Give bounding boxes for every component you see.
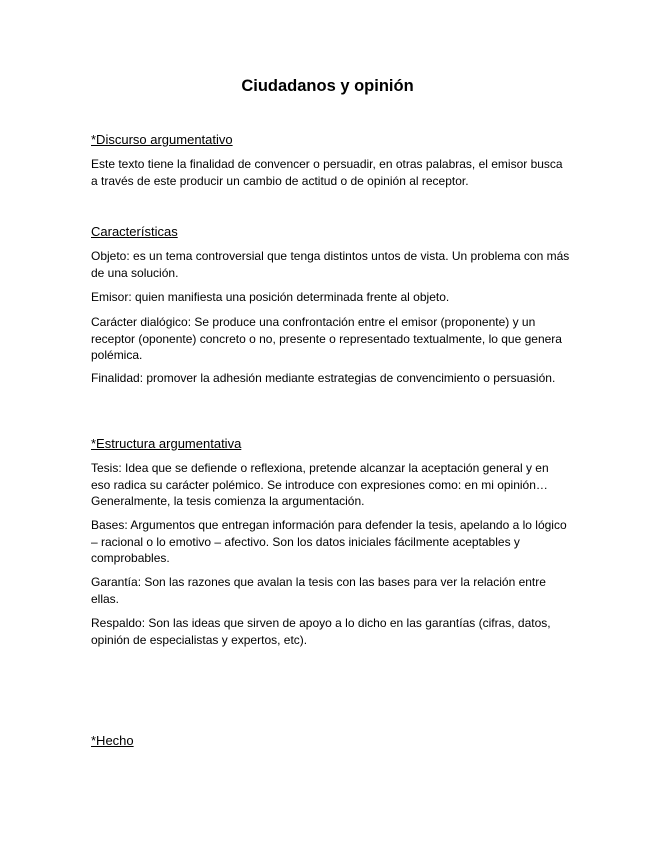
- paragraph-objeto: Objeto: es un tema controversial que tenga distintos untos de vista. Un problema con más de una solución.: [91, 249, 570, 280]
- paragraph-emisor: Emisor: quien manifiesta una posición determinada frente al objeto.: [91, 290, 450, 304]
- page-title: Ciudadanos y opinión: [241, 77, 414, 95]
- section-heading-caracteristicas: Características: [91, 224, 178, 239]
- paragraph-respaldo: Respaldo: Son las ideas que sirven de apoyo a lo dicho en las garantías (cifras, datos, opinión de especialistas y expertos, etc).: [91, 616, 551, 647]
- section-heading-hecho: *Hecho: [91, 733, 134, 748]
- paragraph-bases: Bases: Argumentos que entregan información para defender la tesis, apelando a lo lógico – racional o lo emotivo – afectivo. Son los datos iniciales fácilmente aceptables y comprobables.: [91, 518, 567, 565]
- section-heading-estructura: *Estructura argumentativa: [91, 436, 242, 451]
- paragraph-tesis: Tesis: Idea que se defiende o reflexiona, pretende alcanzar la aceptación general y en eso radica su carácter polémico. Se introduce con expresiones como: en mi opinión… Generalmente, la tesis comienza la argumentación.: [91, 461, 549, 508]
- paragraph-caracter-dialogico: Carácter dialógico: Se produce una confrontación entre el emisor (proponente) y un receptor (oponente) concreto o no, presente o representado textualmente, lo que genera polémica.: [91, 315, 562, 362]
- paragraph-finalidad: Finalidad: promover la adhesión mediante estrategias de convencimiento o persuasión.: [91, 371, 556, 385]
- paragraph-garantia: Garantía: Son las razones que avalan la tesis con las bases para ver la relación entre ellas.: [91, 575, 546, 606]
- paragraph-definicion: Este texto tiene la finalidad de convencer o persuadir, en otras palabras, el emisor busca a través de este producir un cambio de actitud o de opinión al receptor.: [91, 157, 563, 188]
- section-heading-discurso: *Discurso argumentativo: [91, 132, 233, 147]
